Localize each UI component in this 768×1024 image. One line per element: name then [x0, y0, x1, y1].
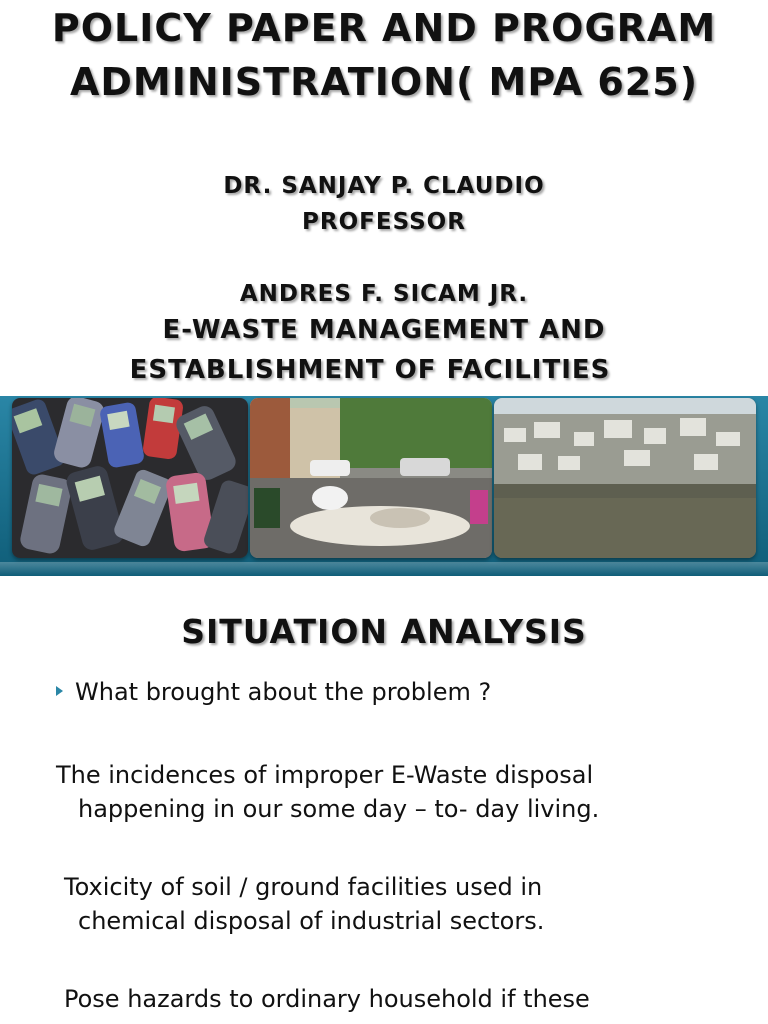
triangle-bullet-icon [56, 686, 63, 696]
slide-heading: SITUATION ANALYSIS [181, 612, 587, 651]
title-line-2: ADMINISTRATION( MPA 625) [69, 60, 699, 104]
paragraph-2-line-1: Toxicity of soil / ground facilities used in [64, 873, 543, 901]
subtitle-line-2: ESTABLISHMENT OF FACILITIES [129, 355, 611, 385]
paragraph-2-line-2: chemical disposal of industrial sectors. [78, 907, 545, 935]
professor-role: PROFESSOR [302, 209, 466, 235]
student-name: ANDRES F. SICAM JR. [239, 281, 529, 307]
paragraph-3 [64, 982, 764, 1016]
phones-pile-image [12, 398, 248, 558]
bullet-item [56, 678, 491, 706]
bullet-text: What brought about the problem ? [75, 678, 492, 706]
street-garbage-image [250, 398, 492, 558]
paragraph-3-line-1: Pose hazards to ordinary household if these [64, 985, 590, 1013]
professor-name: DR. SANJAY P. CLAUDIO [223, 173, 545, 199]
paragraph-1-line-2: happening in our some day – to- day living. [78, 795, 600, 823]
situation-analysis-slide [0, 578, 768, 1024]
ewaste-dump-image [494, 398, 756, 558]
photo-strip [0, 396, 768, 576]
title-line-1: POLICY PAPER AND PROGRAM [51, 6, 717, 50]
paragraph-1 [56, 758, 756, 826]
paragraph-1-line-1: The incidences of improper E-Waste disposal [56, 761, 594, 789]
paragraph-2 [64, 870, 764, 938]
photo-reflection [0, 562, 768, 576]
subtitle-line-1: E-WASTE MANAGEMENT AND [162, 315, 606, 345]
